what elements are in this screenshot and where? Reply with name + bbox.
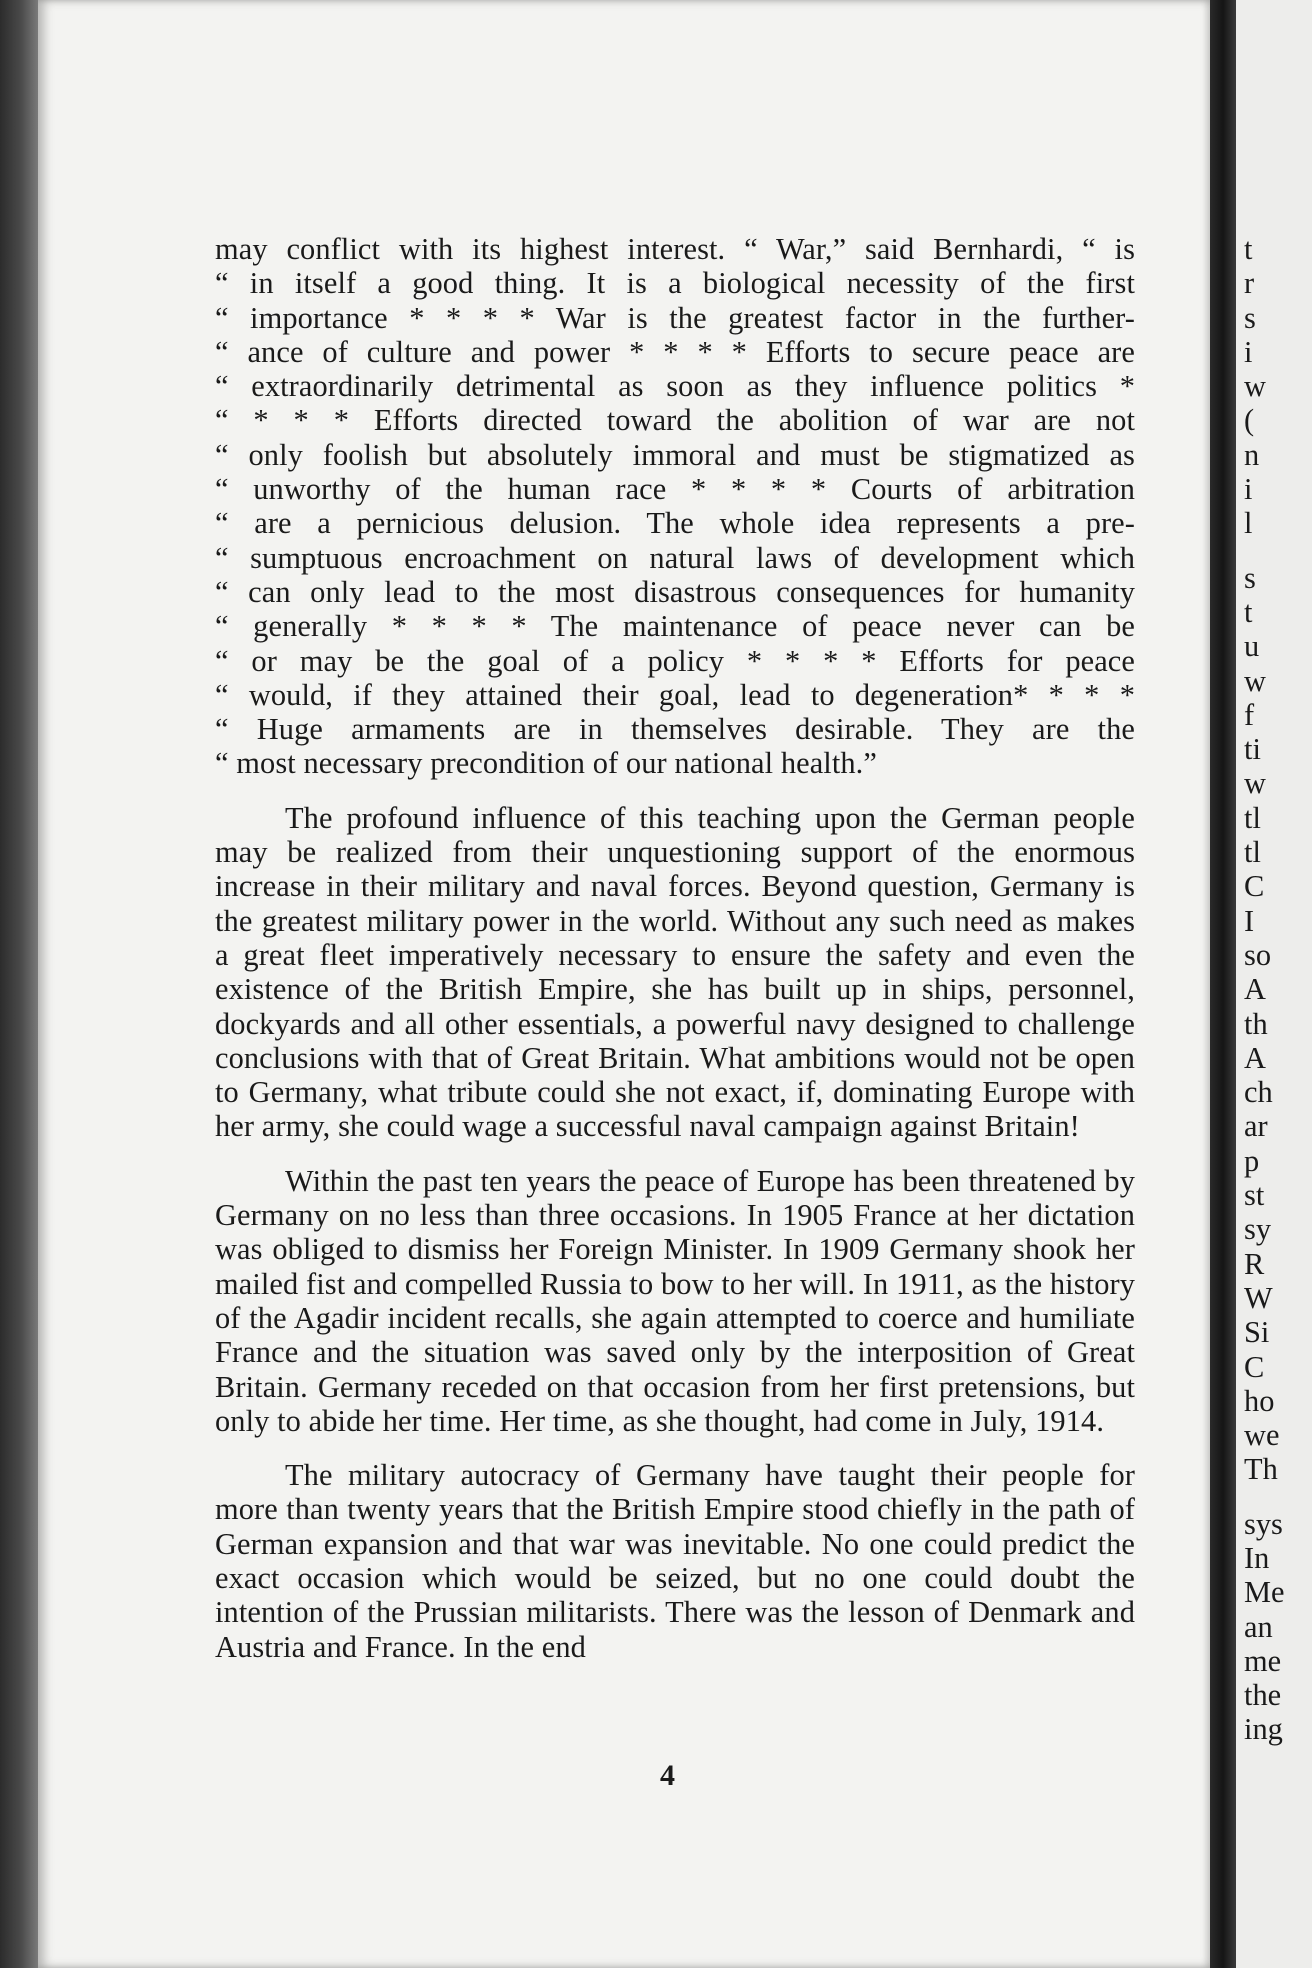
facing-fragment: n: [1244, 437, 1260, 472]
facing-fragment: R: [1244, 1246, 1265, 1281]
facing-fragment: Me: [1244, 1575, 1285, 1610]
facing-fragment: I: [1244, 903, 1255, 938]
facing-fragment: ho: [1244, 1383, 1275, 1418]
facing-fragment: W: [1244, 1280, 1273, 1315]
facing-fragment: A: [1244, 972, 1266, 1007]
facing-fragment: Si: [1244, 1315, 1270, 1350]
facing-fragment: ti: [1244, 732, 1261, 767]
facing-fragment: i: [1244, 472, 1253, 507]
quote-line: “ generally * * * * The maintenance of peace never can be: [215, 609, 1135, 644]
page-number: 4: [660, 1759, 675, 1792]
page-body-text: [215, 232, 1135, 1664]
facing-fragment: C: [1244, 869, 1265, 904]
quote-line: “ Huge armaments are in themselves desirable. They are the: [215, 712, 1135, 747]
bernhardi-quote: [215, 232, 1135, 781]
facing-fragment: A: [1244, 1040, 1266, 1075]
quote-line: “ most necessary precondition of our national health.”: [215, 746, 877, 781]
facing-fragment: ing: [1244, 1712, 1283, 1747]
quote-line: may conflict with its highest interest. “ War,” said Bernhardi, “ is: [215, 232, 1135, 266]
quote-line: “ or may be the goal of a policy * * * * Efforts for peace: [215, 643, 1135, 678]
facing-fragment: so: [1244, 937, 1272, 972]
facing-fragment: me: [1244, 1643, 1282, 1678]
quote-line: “ extraordinarily detrimental as soon as they influence politics *: [215, 369, 1135, 404]
quote-line: “ in itself a good thing. It is a biological necessity of the first: [215, 266, 1135, 301]
facing-fragment: w: [1244, 369, 1266, 404]
facing-fragment: w: [1244, 766, 1266, 801]
facing-fragment: l: [1244, 506, 1253, 541]
book-gutter: [1210, 0, 1236, 1968]
facing-fragment: t: [1244, 232, 1253, 266]
paragraph-threats-to-peace: Within the past ten years the peace of Europe has been threatened by Germany on no less than three occasions. In 1905 France at her dictation was obliged to dismiss her Foreign Minister. In 1909 Germany shook her mailed fist and compelled Russia to bow to her will. In 1911, as the history of the Agadir incident recalls, she again attempted to coerce and humiliate France and the situation was saved only by the interposition of Great Britain. Germany receded on that occasion from her first pretensions, but only to abide her time. Her time, as she thought, had come in July, 1914.: [215, 1163, 1135, 1438]
facing-fragment: C: [1244, 1349, 1265, 1384]
facing-page-text: [1244, 232, 1285, 1747]
facing-fragment: w: [1244, 663, 1266, 698]
facing-fragment: f: [1244, 697, 1255, 732]
facing-fragment: st: [1244, 1178, 1265, 1213]
facing-fragment: (: [1244, 403, 1255, 438]
facing-fragment: s: [1244, 300, 1256, 335]
paragraph-german-influence: The profound influence of this teaching upon the German people may be realized from their unquestioning support of the enormous increase in their military and naval forces. Beyond question, Germany is the greatest military power in the world. Without any such need as makes a great fleet imperatively necessary to ensure the safety and even the existence of the British Empire, she has built up in ships, personnel, dockyards and all other essentials, a powerful navy designed to challenge conclusions with that of Great Britain. What ambitions would not be open to Germany, what tribute could she not exact, if, dominating Europe with her army, she could wage a successful naval campaign against Britain!: [215, 800, 1135, 1144]
book-spine-edge: [0, 0, 38, 1968]
facing-fragment: sy: [1244, 1212, 1272, 1247]
facing-fragment: i: [1244, 334, 1253, 369]
quote-line: “ only foolish but absolutely immoral and must be stigmatized as: [215, 437, 1135, 472]
facing-fragment: ch: [1244, 1075, 1273, 1110]
facing-fragment: we: [1244, 1418, 1280, 1453]
quote-line: “ are a pernicious delusion. The whole idea represents a pre-: [215, 506, 1135, 541]
facing-fragment: th: [1244, 1006, 1268, 1041]
quote-line: “ can only lead to the most disastrous consequences for humanity: [215, 574, 1135, 609]
facing-fragment: sys: [1244, 1506, 1283, 1541]
facing-fragment: r: [1244, 266, 1255, 301]
facing-fragment: s: [1244, 560, 1256, 595]
facing-fragment: an: [1244, 1609, 1273, 1644]
quote-line: “ sumptuous encroachment on natural laws of development which: [215, 540, 1135, 575]
quote-line: “ * * * Efforts directed toward the abolition of war are not: [215, 403, 1135, 438]
quote-line: “ would, if they attained their goal, lead to degeneration* * * *: [215, 677, 1135, 712]
facing-fragment: In: [1244, 1540, 1270, 1575]
facing-fragment: Th: [1244, 1452, 1278, 1487]
facing-fragment: tl: [1244, 835, 1261, 870]
paragraph-military-autocracy: The military autocracy of Germany have taught their people for more than twenty years that the British Empire stood chiefly in the path of German expansion and that war was inevitable. No one could predict the exact occasion which would be seized, but no one could doubt the intention of the Prussian militarists. There was the lesson of Denmark and Austria and France. In the end: [215, 1458, 1135, 1664]
facing-fragment: tl: [1244, 800, 1261, 835]
facing-fragment: t: [1244, 594, 1253, 629]
facing-page: [1236, 0, 1312, 1968]
facing-fragment: ar: [1244, 1109, 1268, 1144]
facing-fragment: p: [1244, 1143, 1260, 1178]
quote-line: “ importance * * * * War is the greatest factor in the further-: [215, 300, 1135, 335]
facing-fragment: the: [1244, 1678, 1282, 1713]
facing-fragment: u: [1244, 629, 1260, 664]
quote-line: “ ance of culture and power * * * * Efforts to secure peace are: [215, 334, 1135, 369]
quote-line: “ unworthy of the human race * * * * Courts of arbitration: [215, 472, 1135, 507]
